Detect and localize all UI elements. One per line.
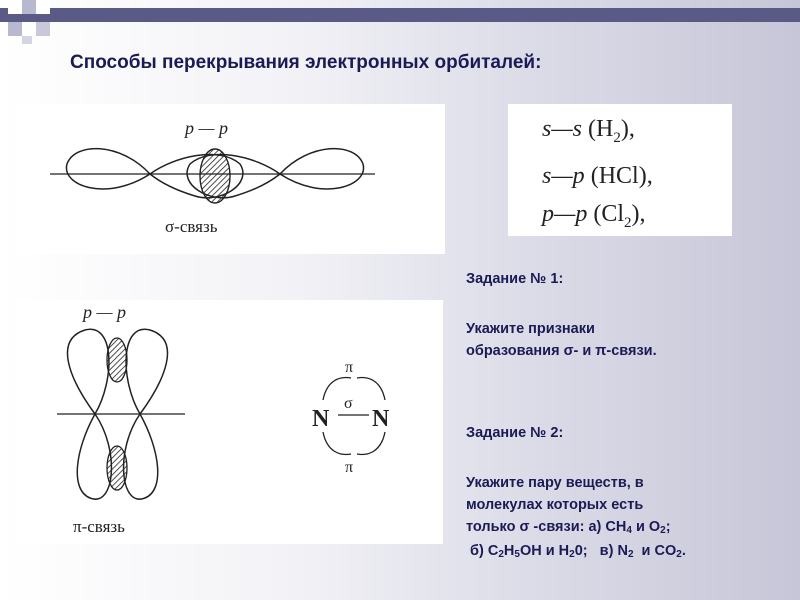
- subscript: 2: [627, 549, 634, 560]
- bond-example-sp: s—p (HCl),: [542, 162, 653, 189]
- bond-example-ss: s—s $(H_2)$,: [542, 116, 635, 146]
- pi-top-label: p — p: [83, 302, 127, 322]
- header-band: [0, 0, 800, 44]
- task1-heading: Задание № 1:: [466, 271, 564, 287]
- n2-atom-right: N: [372, 406, 390, 432]
- text: ;: [665, 519, 671, 535]
- task2-line4: [466, 540, 686, 566]
- deco-square: [22, 22, 36, 36]
- deco-square: [22, 36, 32, 44]
- sigma-top-label: p — p: [185, 118, 229, 138]
- text: 0; в) N: [574, 543, 628, 559]
- slide-title: Способы перекрывания электронных орбиталей:: [70, 52, 542, 73]
- text: H: [503, 543, 515, 559]
- text: б) C: [466, 543, 499, 559]
- subscript: 2: [569, 549, 575, 560]
- deco-square: [8, 22, 22, 36]
- n2-pi-bottom: π: [345, 459, 354, 476]
- task2-line1: Укажите пару веществ, в: [466, 475, 644, 491]
- header-stripe: [0, 8, 800, 22]
- text: .: [681, 543, 686, 559]
- formula: Cl: [601, 200, 625, 227]
- formula-subscript: 2: [613, 129, 621, 146]
- n2-pi-top: π: [345, 359, 354, 376]
- n2-atom-left: N: [312, 406, 330, 432]
- deco-square: [8, 0, 22, 14]
- bond-example-pp: p—p $(Cl_2)$,: [542, 200, 646, 231]
- text: и CO: [633, 543, 677, 559]
- formula-subscript: 2: [624, 214, 632, 231]
- bond-pair: s—s: [542, 116, 583, 142]
- bond-pair: p—p: [542, 200, 588, 227]
- text: OH и H: [519, 543, 570, 559]
- subscript: 2: [676, 549, 682, 560]
- formula: HCl: [598, 162, 639, 189]
- task2-heading: Задание № 2:: [466, 425, 564, 441]
- task1-line2: образования σ- и π-связи.: [466, 343, 657, 359]
- n2-bond-scheme: [312, 359, 390, 476]
- n2-sigma: σ: [344, 395, 353, 412]
- text: и O: [631, 519, 661, 535]
- subscript: 5: [514, 549, 520, 560]
- bond-examples-panel: [508, 104, 732, 236]
- sigma-bottom-label: σ-связь: [165, 217, 218, 236]
- subscript: 4: [626, 525, 632, 536]
- subscript: 2: [498, 549, 504, 560]
- text: только σ -связи: а) CH: [466, 519, 627, 535]
- pi-bottom-label: π-связь: [73, 517, 125, 536]
- deco-square: [36, 22, 50, 36]
- deco-square: [22, 0, 36, 14]
- task2-line2: молекулах которых есть: [466, 497, 644, 513]
- pi-bond-diagram: [15, 300, 443, 544]
- task2-line3: [466, 516, 671, 542]
- deco-square: [36, 0, 50, 14]
- formula: H: [596, 116, 614, 142]
- sigma-bond-diagram: [15, 104, 445, 254]
- task1-line1: Укажите признаки: [466, 321, 595, 337]
- bond-pair: s—p: [542, 162, 585, 189]
- subscript: 2: [660, 525, 666, 536]
